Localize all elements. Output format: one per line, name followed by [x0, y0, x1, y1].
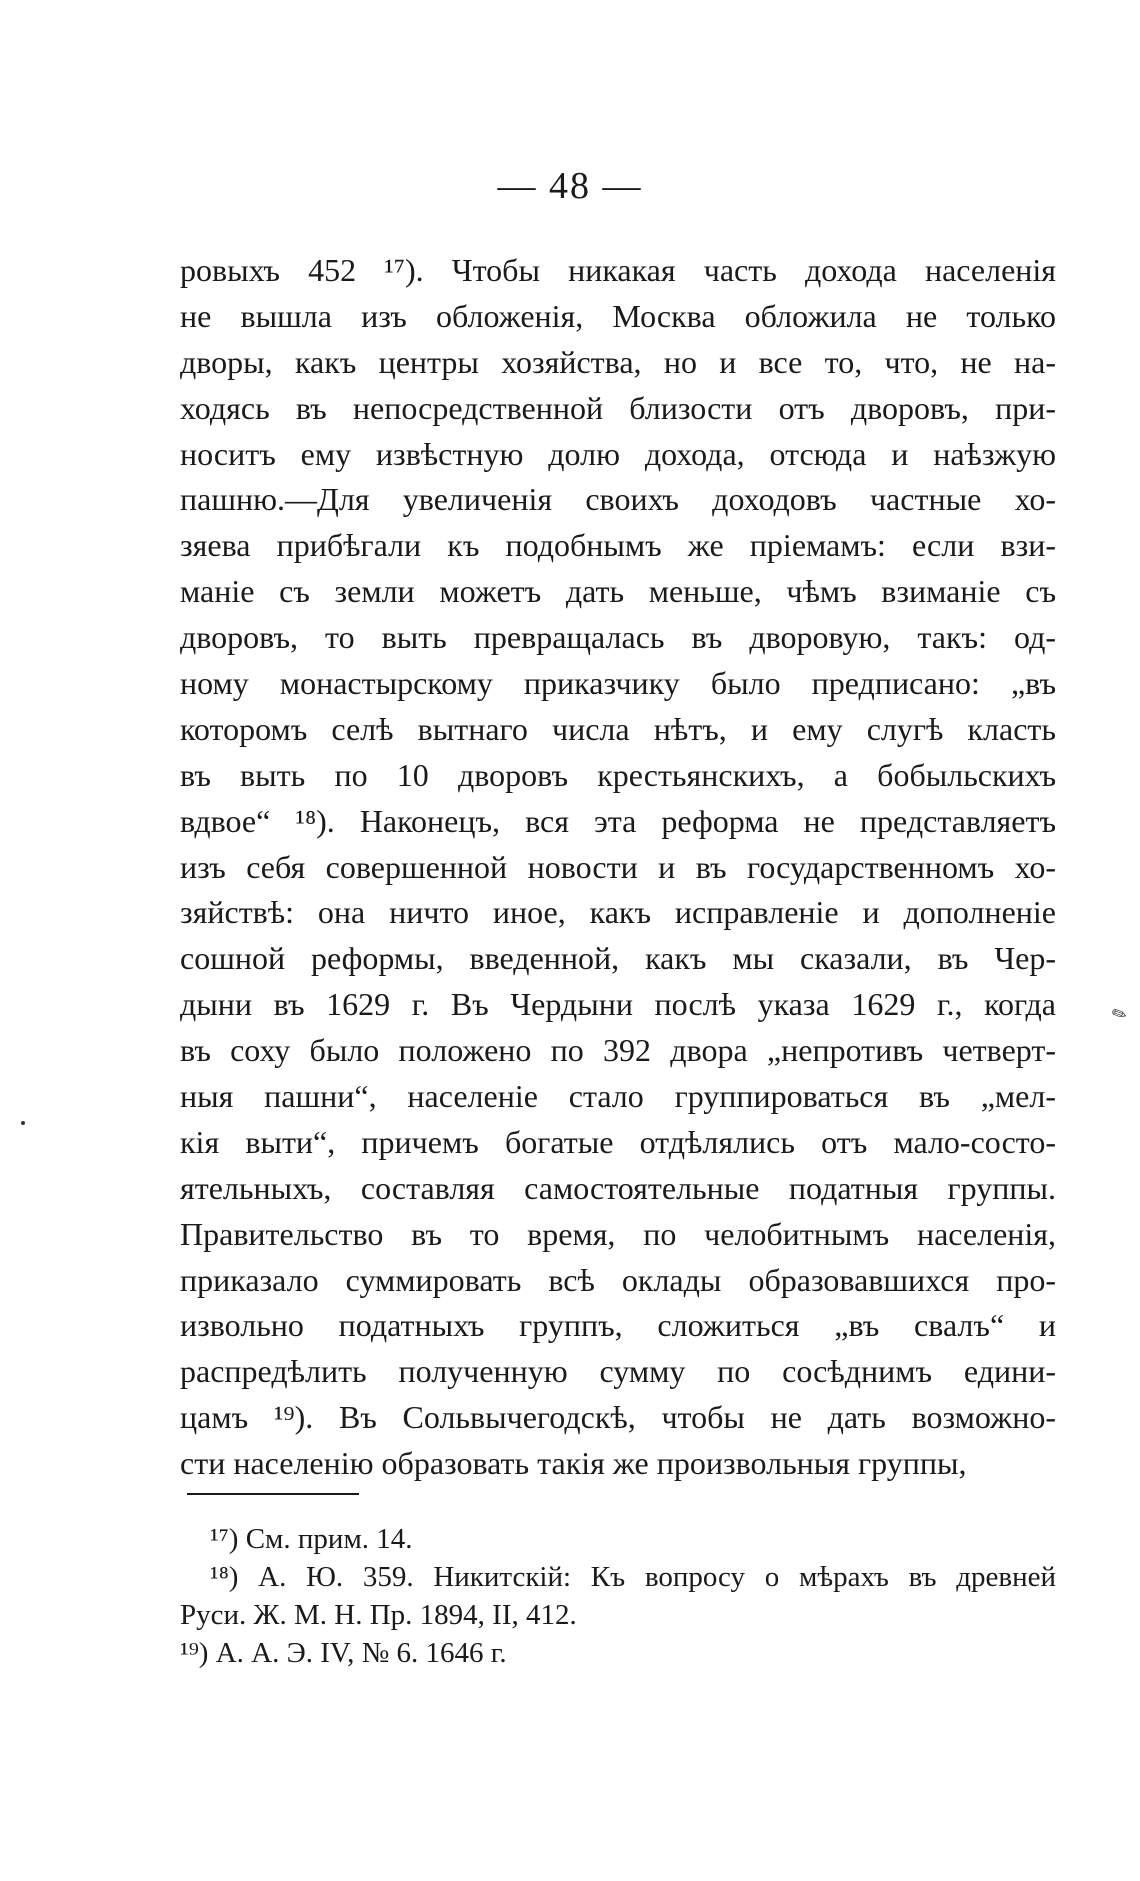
- text-line: извольно податныхъ группъ, сложиться „въ свалъ“ и: [180, 1307, 1056, 1344]
- text-line: дворы, какъ центры хозяйства, но и все то, что, не на-: [180, 343, 1056, 380]
- footnote-separator: [187, 1493, 359, 1495]
- text-line: распредѣлить полученную сумму по сосѣднимъ едини-: [180, 1353, 1056, 1390]
- text-line: не вышла изъ обложенія, Москва обложила не только: [180, 297, 1056, 334]
- footnotes: [180, 1520, 1056, 1672]
- margin-ink-mark-icon: ✎: [1108, 1001, 1131, 1027]
- text-line: кія выти“, причемъ богатые отдѣлялись отъ мало-состо-: [180, 1123, 1056, 1160]
- text-line: сти населенію образовать такія же произвольныя группы,: [180, 1445, 967, 1482]
- text-line: носитъ ему извѣстную долю дохода, отсюда и наѣзжую: [180, 435, 1056, 472]
- text-line: зяева прибѣгали къ подобнымъ же пріемамъ: если взи-: [180, 527, 1056, 564]
- footnote: ¹⁸) А. Ю. 359. Никитскій: Къ вопросу о мѣрахъ въ древней: [210, 1561, 1056, 1593]
- text-line: въ соху было положено по 392 двора „непротивъ четверт-: [180, 1032, 1056, 1069]
- footnote: ¹⁷) См. прим. 14.: [210, 1523, 413, 1555]
- text-line: зяйствѣ: она ничто иное, какъ исправленіе и дополненіе: [180, 894, 1056, 931]
- text-line: ходясь въ непосредственной близости отъ дворовъ, при-: [180, 389, 1056, 426]
- text-line: ятельныхъ, составляя самостоятельные податныя группы.: [180, 1169, 1056, 1206]
- page-number: — 48 —: [497, 165, 643, 207]
- text-line: сошной реформы, введенной, какъ мы сказали, въ Чер-: [180, 940, 1056, 977]
- text-line: въ выть по 10 дворовъ крестьянскихъ, а бобыльскихъ: [180, 756, 1056, 793]
- text-line: Правительство въ то время, по челобитнымъ населенія,: [180, 1215, 1056, 1252]
- text-line: маніе съ земли можетъ дать меньше, чѣмъ взиманіе съ: [180, 573, 1056, 610]
- text-line: ныя пашни“, населеніе стало группироваться въ „мел-: [180, 1078, 1056, 1115]
- text-line: дыни въ 1629 г. Въ Чердыни послѣ указа 1629 г., когда: [180, 986, 1056, 1023]
- text-line: ному монастырскому приказчику было предписано: „въ: [180, 665, 1056, 702]
- text-line: ровыхъ 452 ¹⁷). Чтобы никакая часть дохода населенія: [180, 252, 1056, 288]
- text-line: приказало суммировать всѣ оклады образовавшихся про-: [180, 1261, 1056, 1298]
- main-text: [180, 248, 1056, 1487]
- text-line: пашню.—Для увеличенія своихъ доходовъ частные хо-: [180, 481, 1056, 518]
- text-line: дворовъ, то выть превращалась въ дворовую, такъ: од-: [180, 619, 1056, 656]
- footnote: ¹⁹) А. А. Э. IV, № 6. 1646 г.: [180, 1637, 507, 1669]
- text-line: вдвое“ ¹⁸). Наконецъ, вся эта реформа не представляетъ: [180, 802, 1056, 839]
- text-line: цамъ ¹⁹). Въ Сольвычегодскѣ, чтобы не дать возможно-: [180, 1399, 1056, 1436]
- footnote-continuation: Руси. Ж. М. Н. Пр. 1894, II, 412.: [180, 1599, 577, 1631]
- text-line: которомъ селѣ вытнаго числа нѣтъ, и ему слугѣ класть: [180, 710, 1056, 747]
- text-line: изъ себя совершенной новости и въ государственномъ хо-: [180, 848, 1056, 885]
- margin-dot-icon: [21, 1121, 25, 1125]
